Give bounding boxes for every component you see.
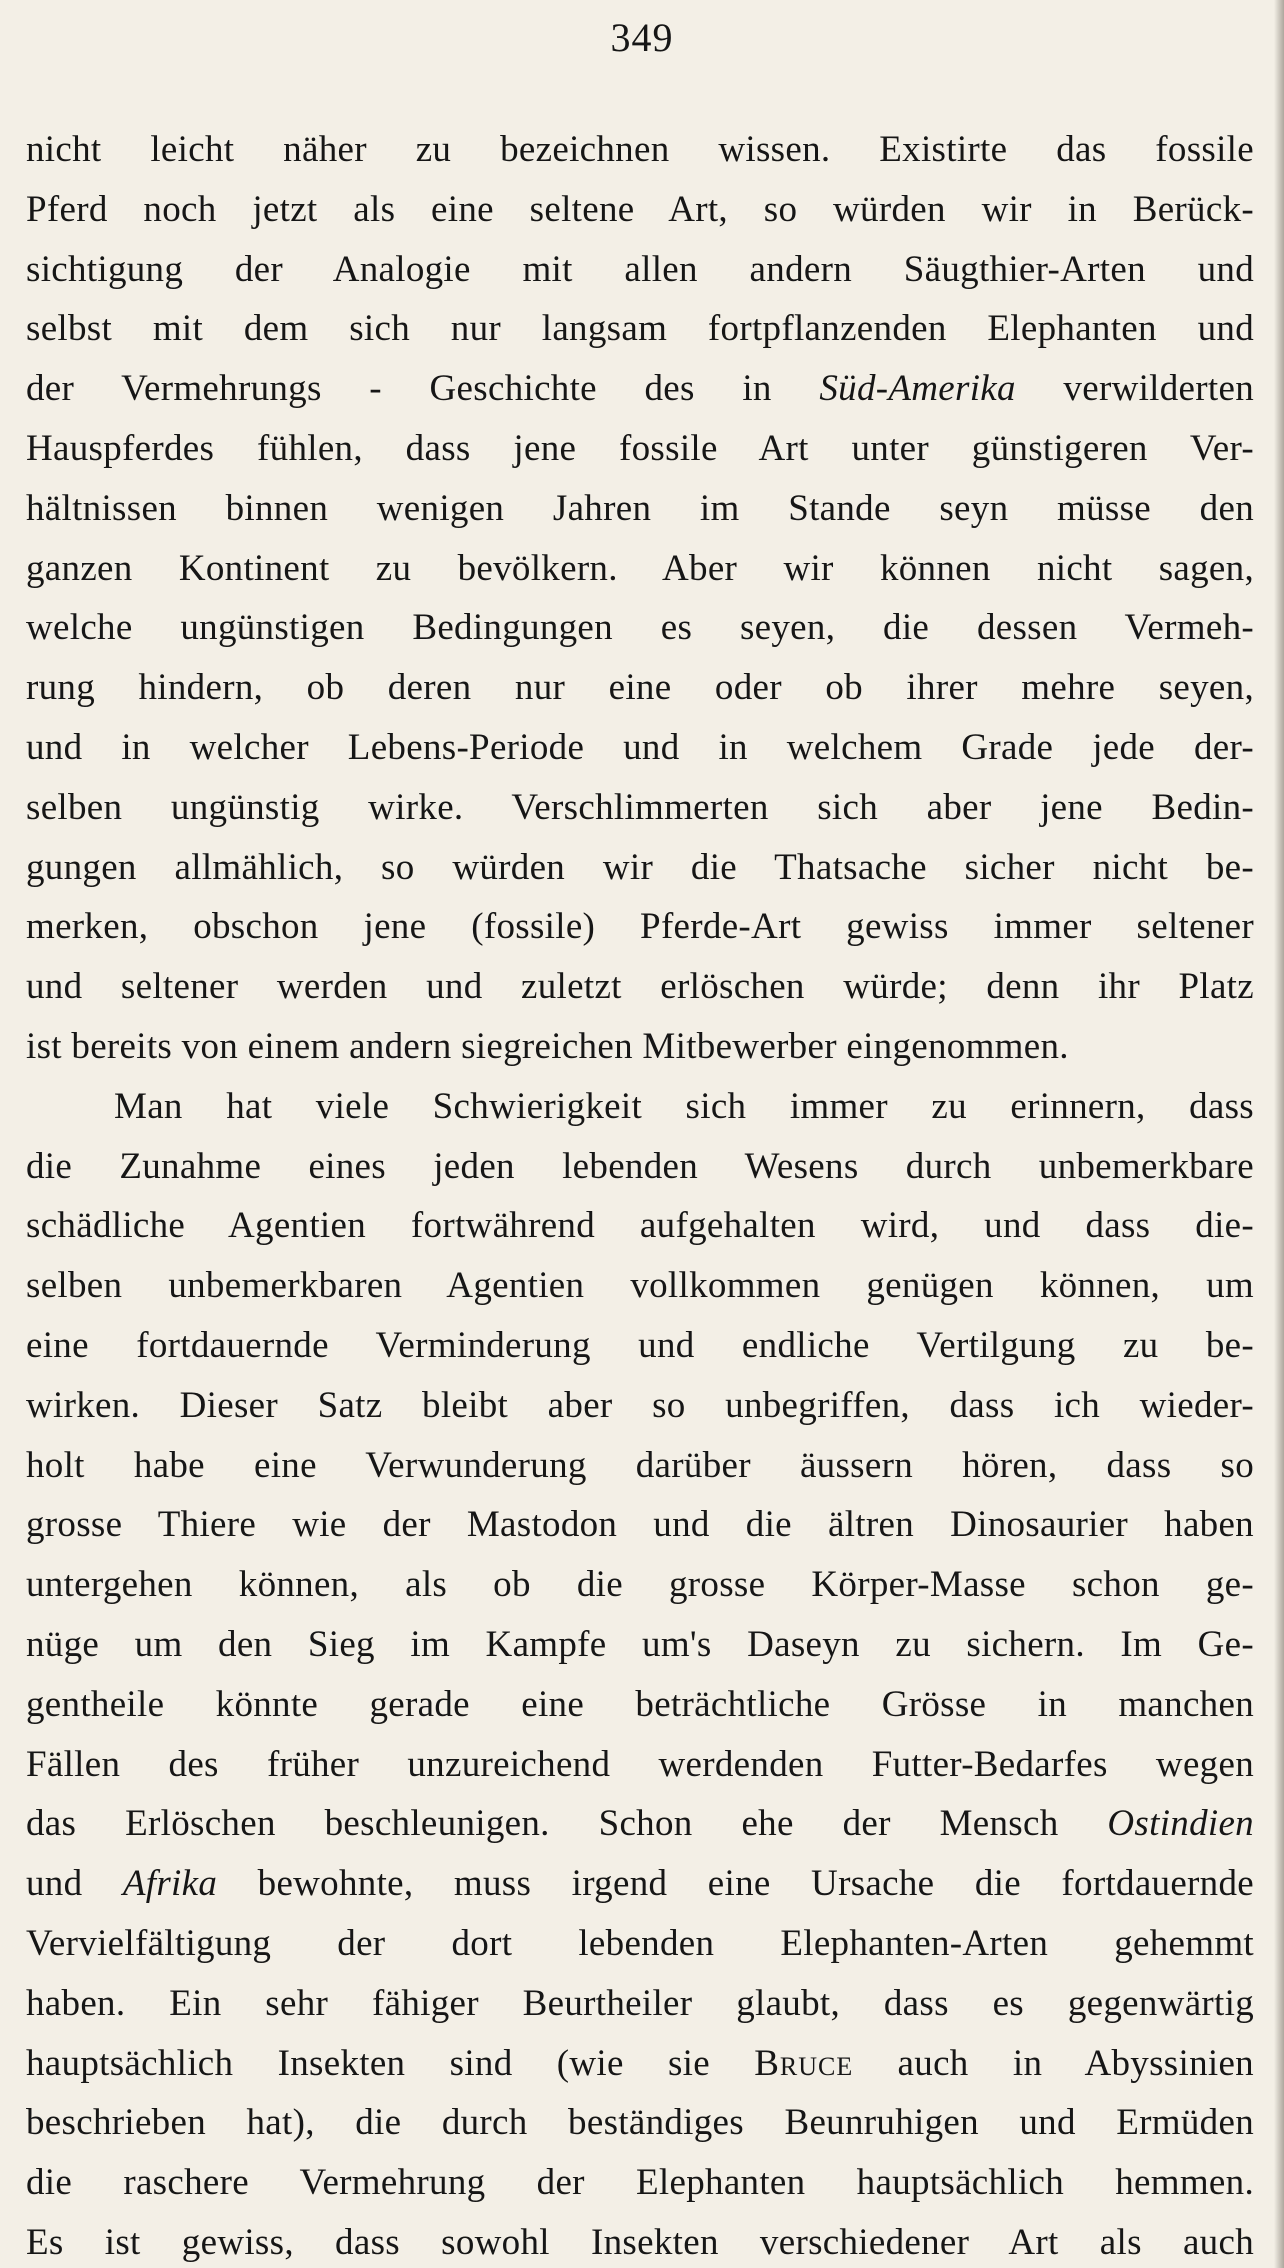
text-line [26,1794,1254,1854]
text-segment: wirken. Dieser Satz bleibt aber so unbegriffen, dass ich wieder- [26,1384,1254,1426]
text-segment: gungen allmählich, so würden wir die Thatsache sicher nicht be- [26,846,1254,888]
text-line [26,1137,1254,1197]
text-line [26,957,1254,1017]
text-segment: das Erlöschen beschleunigen. Schon ehe der Mensch [26,1803,1108,1845]
text-segment: Vervielfältigung der dort lebenden Elephanten-Arten gehemmt [26,1922,1254,1964]
text-segment: die Zunahme eines jeden lebenden Wesens durch unbemerkbare [26,1145,1254,1187]
small-caps-author-name: Bruce [754,2042,854,2084]
page-edge-shadow [1274,0,1284,2268]
text-segment: nicht leicht näher zu bezeichnen wissen. Existirte das fossile [26,129,1254,170]
text-line [26,1077,1254,1137]
text-segment: selbst mit dem sich nur langsam fortpflanzenden Elephanten und [26,308,1254,350]
text-line [26,1196,1254,1256]
text-segment: und in welcher Lebens-Periode und in welchem Grade jede der- [26,726,1254,768]
text-segment: haben. Ein sehr fähiger Beurtheiler glaubt, dass es gegenwärtig [26,1982,1254,2024]
text-line [26,120,1254,180]
text-line [26,1735,1254,1795]
text-segment: grosse Thiere wie der Mastodon und die ältren Dinosaurier haben [26,1504,1254,1546]
text-segment: Man hat viele Schwierigkeit sich immer zu erinnern, dass [114,1085,1254,1127]
text-segment: beschrieben hat), die durch beständiges Beunruhigen und Ermüden [26,2102,1254,2144]
text-line [26,359,1254,419]
text-segment: merken, obschon jene (fossile) Pferde-Art gewiss immer seltener [26,906,1254,948]
text-segment: Pferd noch jetzt als eine seltene Art, so würden wir in Berück- [26,188,1254,230]
text-line [26,778,1254,838]
text-segment: schädliche Agentien fortwährend aufgehalten wird, und dass die- [26,1205,1254,1247]
text-segment: nüge um den Sieg im Kampfe um's Daseyn zu sichern. Im Ge- [26,1623,1254,1665]
text-line [26,479,1254,539]
text-segment: verwilderten [1015,368,1254,410]
text-segment: untergehen können, als ob die grosse Körper-Masse schon ge- [26,1564,1254,1606]
text-line [26,240,1254,300]
text-segment: hauptsächlich Insekten sind (wie sie [26,2042,755,2084]
text-line [26,658,1254,718]
body-text [26,120,1254,2268]
text-segment: auch in Abyssinien [853,2042,1254,2084]
text-line [26,1615,1254,1675]
text-segment: der Vermehrungs - Geschichte des in [26,368,820,410]
text-line [26,1256,1254,1316]
text-segment: und [26,1863,123,1905]
text-segment: holt habe eine Verwunderung darüber äussern hören, dass so [26,1444,1254,1486]
text-segment: Hauspferdes fühlen, dass jene fossile Art unter günstigeren Ver- [26,427,1254,469]
text-segment: sichtigung der Analogie mit allen andern Säugthier-Arten und [26,248,1254,290]
text-line [26,539,1254,599]
page-number: 349 [610,15,674,60]
text-line [26,1316,1254,1376]
italic-place-name: Afrika [122,1863,218,1905]
text-segment: bewohnte, muss irgend eine Ursache die fortdauernde [217,1863,1254,1905]
text-segment: die raschere Vermehrung der Elephanten hauptsächlich hemmen. [26,2162,1254,2204]
text-line [26,1495,1254,1555]
text-segment: selben ungünstig wirke. Verschlimmerten sich aber jene Bedin- [26,786,1254,828]
text-line [26,718,1254,778]
text-line [26,1914,1254,1974]
text-line [26,2153,1254,2213]
text-line [26,180,1254,240]
text-line [26,1854,1254,1914]
text-line [26,897,1254,957]
text-segment: gentheile könnte gerade eine beträchtliche Grösse in manchen [26,1683,1254,1725]
text-segment: hältnissen binnen wenigen Jahren im Stande seyn müsse den [26,487,1254,529]
text-line [26,1376,1254,1436]
italic-place-name: Ostindien [1107,1803,1254,1845]
text-line [26,598,1254,658]
text-line [26,1675,1254,1735]
text-segment: welche ungünstigen Bedingungen es seyen, die dessen Vermeh- [26,607,1254,649]
text-line [26,1555,1254,1615]
text-line [26,2213,1254,2268]
italic-place-name: Süd-Amerika [819,368,1016,410]
text-segment: und seltener werden und zuletzt erlöschen würde; denn ihr Platz [26,966,1254,1008]
text-segment: eine fortdauernde Verminderung und endliche Vertilgung zu be- [26,1324,1254,1366]
text-line [26,2034,1254,2094]
text-line [26,1974,1254,2034]
text-segment: rung hindern, ob deren nur eine oder ob ihrer mehre seyen, [26,667,1254,709]
text-segment: Es ist gewiss, dass sowohl Insekten verschiedener Art als auch [26,2221,1254,2263]
text-segment: Fällen des früher unzureichend werdenden Futter-Bedarfes wegen [26,1743,1254,1785]
text-line [26,419,1254,479]
text-segment: ist bereits von einem andern siegreichen Mitbewerber eingenommen. [26,1025,1069,1067]
text-line [26,1436,1254,1496]
text-segment: selben unbemerkbaren Agentien vollkommen genügen können, um [26,1265,1254,1307]
text-line [26,838,1254,898]
text-segment: ganzen Kontinent zu bevölkern. Aber wir können nicht sagen, [26,547,1254,589]
text-line [26,299,1254,359]
text-line [26,2093,1254,2153]
text-line [26,1017,1254,1077]
